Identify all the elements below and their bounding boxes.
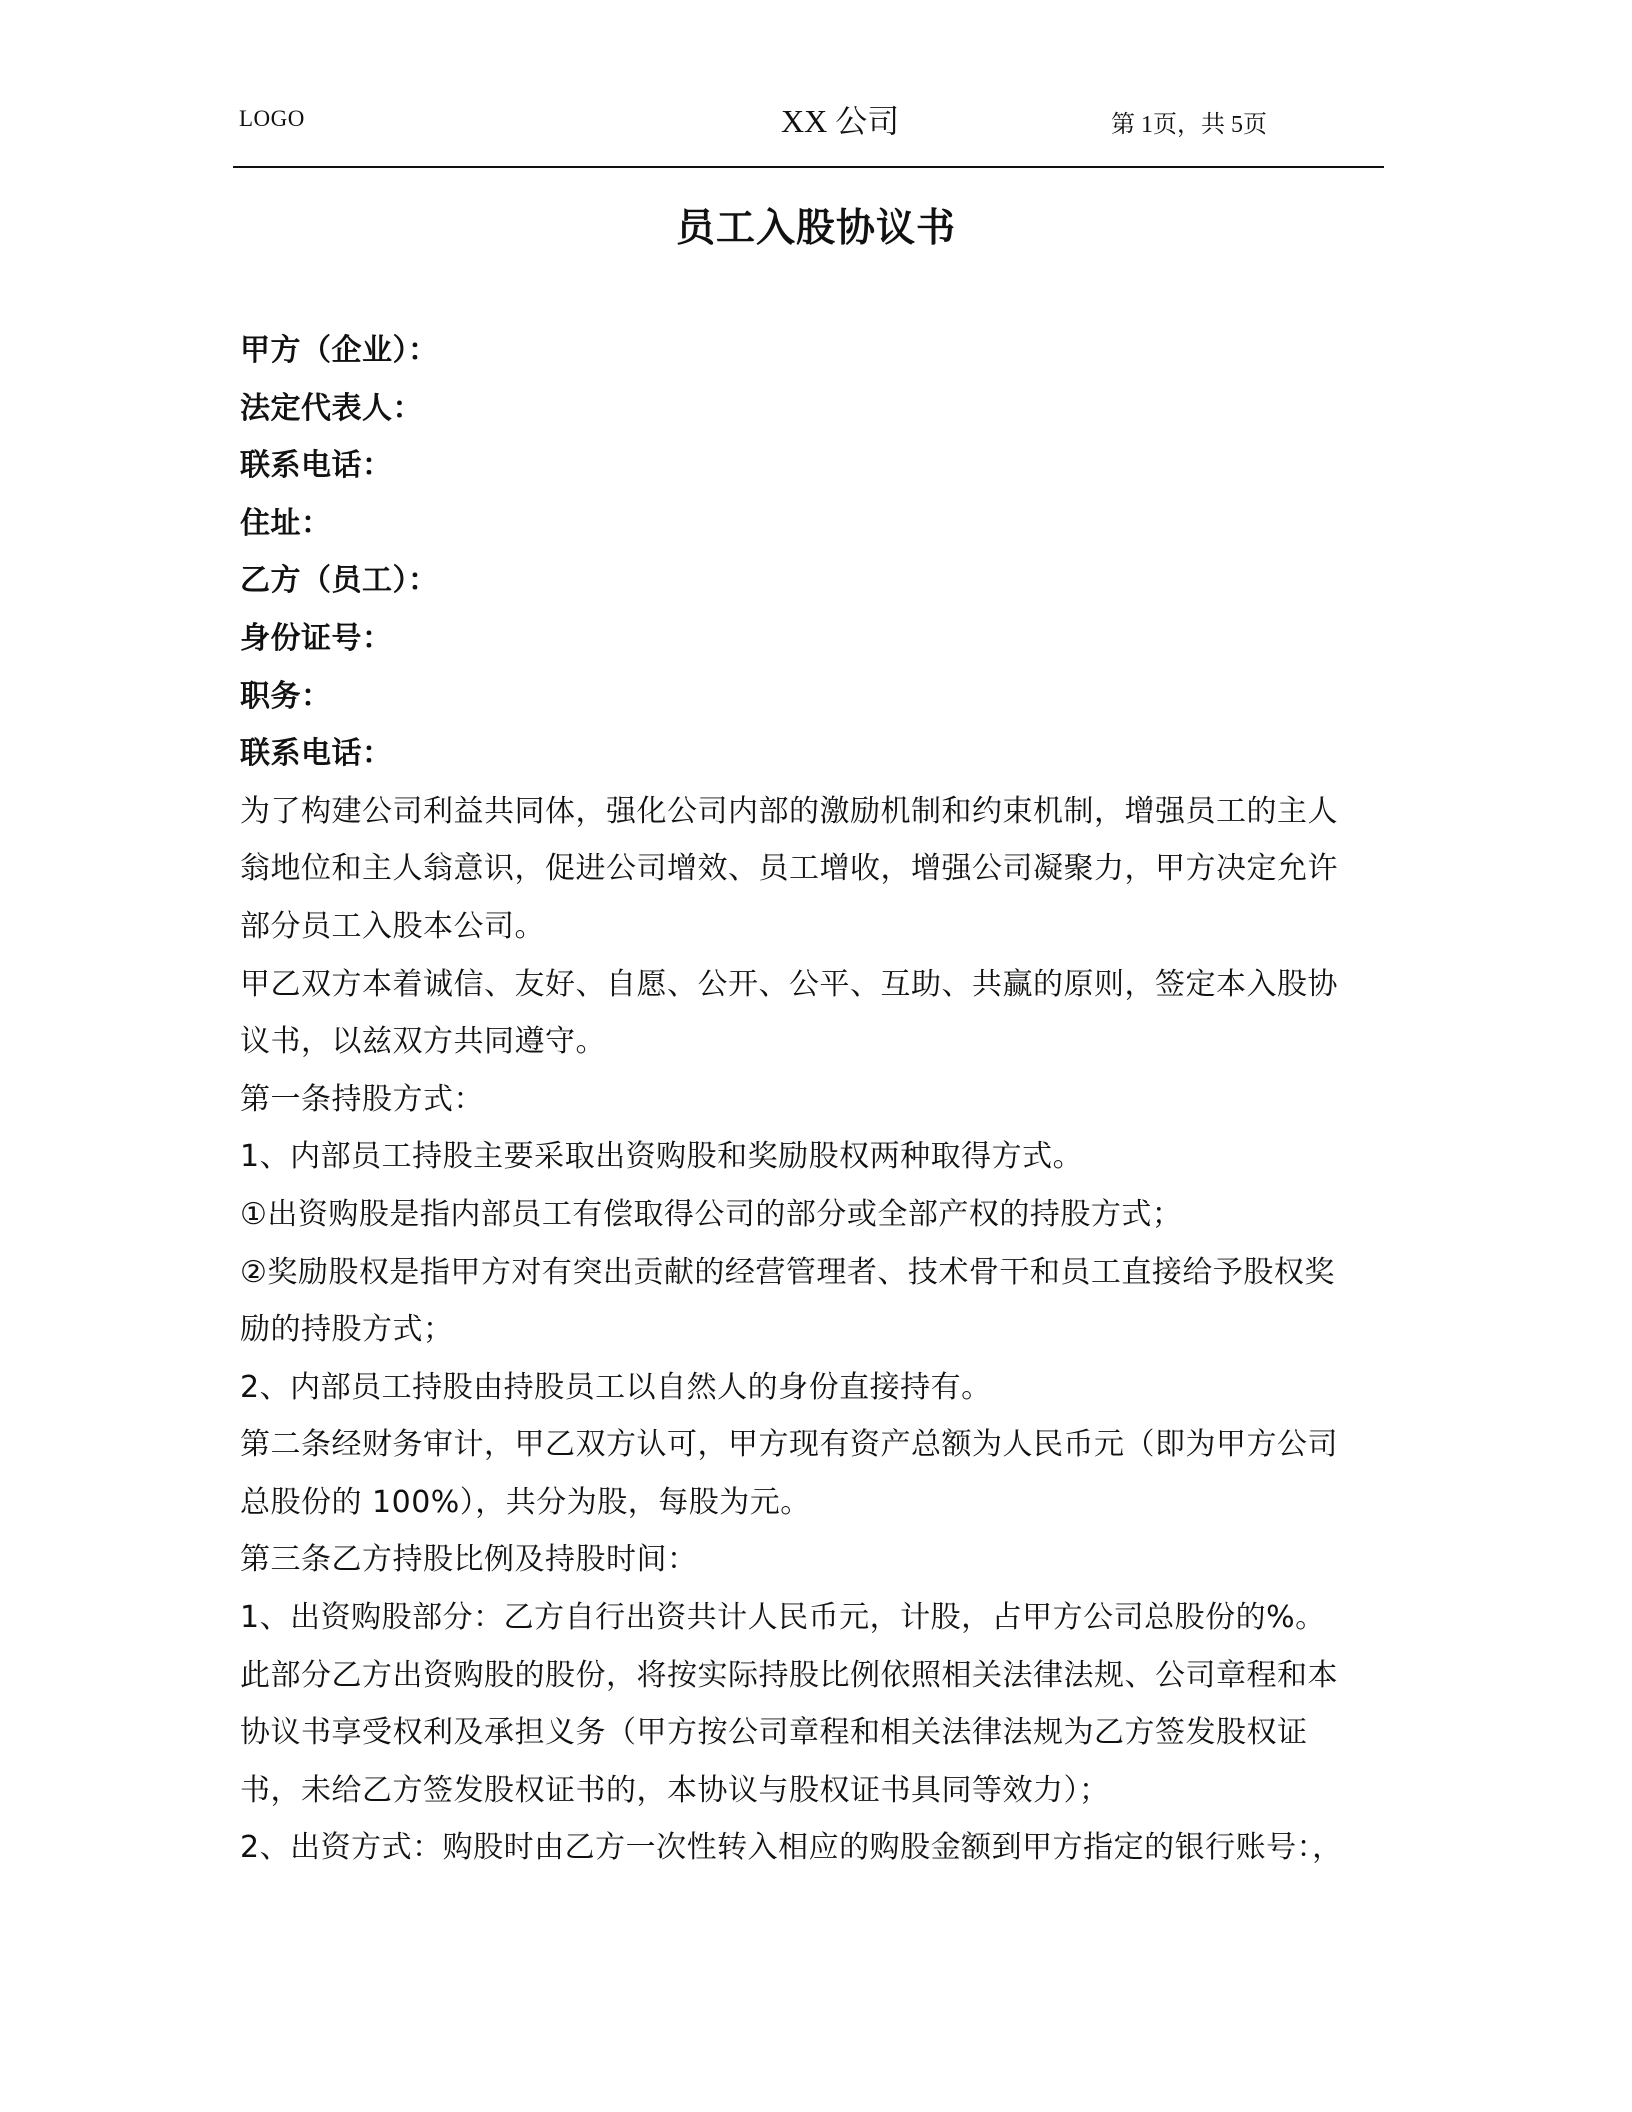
text-line: 2、出资方式：购股时由乙方一次性转入相应的购股金额到甲方指定的银行账号：， (240, 1830, 1343, 1866)
article-heading: 第三条乙方持股比例及持股时间： (240, 1542, 698, 1578)
position-field: 职务： (240, 678, 332, 714)
address-field: 住址： (240, 505, 332, 541)
text-line: 协议书享受权利及承担义务（甲方按公司章程和相关法律法规为乙方签发股权证 (240, 1715, 1308, 1751)
text-line: 2、内部员工持股由持股员工以自然人的身份直接持有。 (240, 1369, 992, 1405)
legal-representative-field: 法定代表人： (240, 390, 423, 426)
text-line: 励的持股方式； (240, 1312, 454, 1348)
document-body (240, 322, 1386, 1877)
text-line: 甲乙双方本着诚信、友好、自愿、公开、公平、互助、共赢的原则，签定本入股协 (240, 966, 1338, 1002)
text-line: 此部分乙方出资购股的股份，将按实际持股比例依照相关法律法规、公司章程和本 (240, 1657, 1338, 1693)
text-line: 议书，以兹双方共同遵守。 (240, 1024, 606, 1060)
article-heading: 第一条持股方式： (240, 1081, 484, 1117)
text-line: 书，未给乙方签发股权证书的，本协议与股权证书具同等效力）； (240, 1772, 1110, 1808)
page-header (233, 92, 1383, 162)
text-line: 1、内部员工持股主要采取出资购股和奖励股权两种取得方式。 (240, 1139, 1084, 1175)
text-line: 总股份的 100%），共分为股，每股为元。 (240, 1484, 811, 1520)
party-a-phone-field: 联系电话： (240, 448, 393, 484)
page-number: 第 1页，共 5页 (1111, 112, 1267, 138)
text-line: ①出资购股是指内部员工有偿取得公司的部分或全部产权的持股方式； (240, 1196, 1183, 1232)
text-line: 1、出资购股部分：乙方自行出资共计人民币元，计股，占甲方公司总股份的%。 (240, 1600, 1326, 1636)
party-a-field: 甲方（企业）： (240, 333, 439, 368)
text-line: ②奖励股权是指甲方对有突出贡献的经营管理者、技术骨干和员工直接给予股权奖 (240, 1254, 1335, 1290)
text-line: 为了构建公司利益共同体，强化公司内部的激励机制和约束机制，增强员工的主人 (240, 793, 1338, 829)
document-title: 员工入股协议书 (675, 206, 956, 251)
header-divider (233, 166, 1384, 168)
company-name: XX 公司 (781, 103, 900, 139)
party-b-phone-field: 联系电话： (240, 736, 393, 772)
article-heading: 第二条经财务审计，甲乙双方认可，甲方现有资产总额为人民币元（即为甲方公司 (240, 1427, 1338, 1463)
text-line: 翁地位和主人翁意识，促进公司增效、员工增收，增强公司凝聚力，甲方决定允许 (240, 851, 1338, 887)
text-line: 部分员工入股本公司。 (240, 908, 545, 944)
party-b-field: 乙方（员工）： (240, 563, 439, 599)
logo-text: LOGO (239, 106, 305, 131)
id-number-field: 身份证号： (240, 620, 393, 656)
